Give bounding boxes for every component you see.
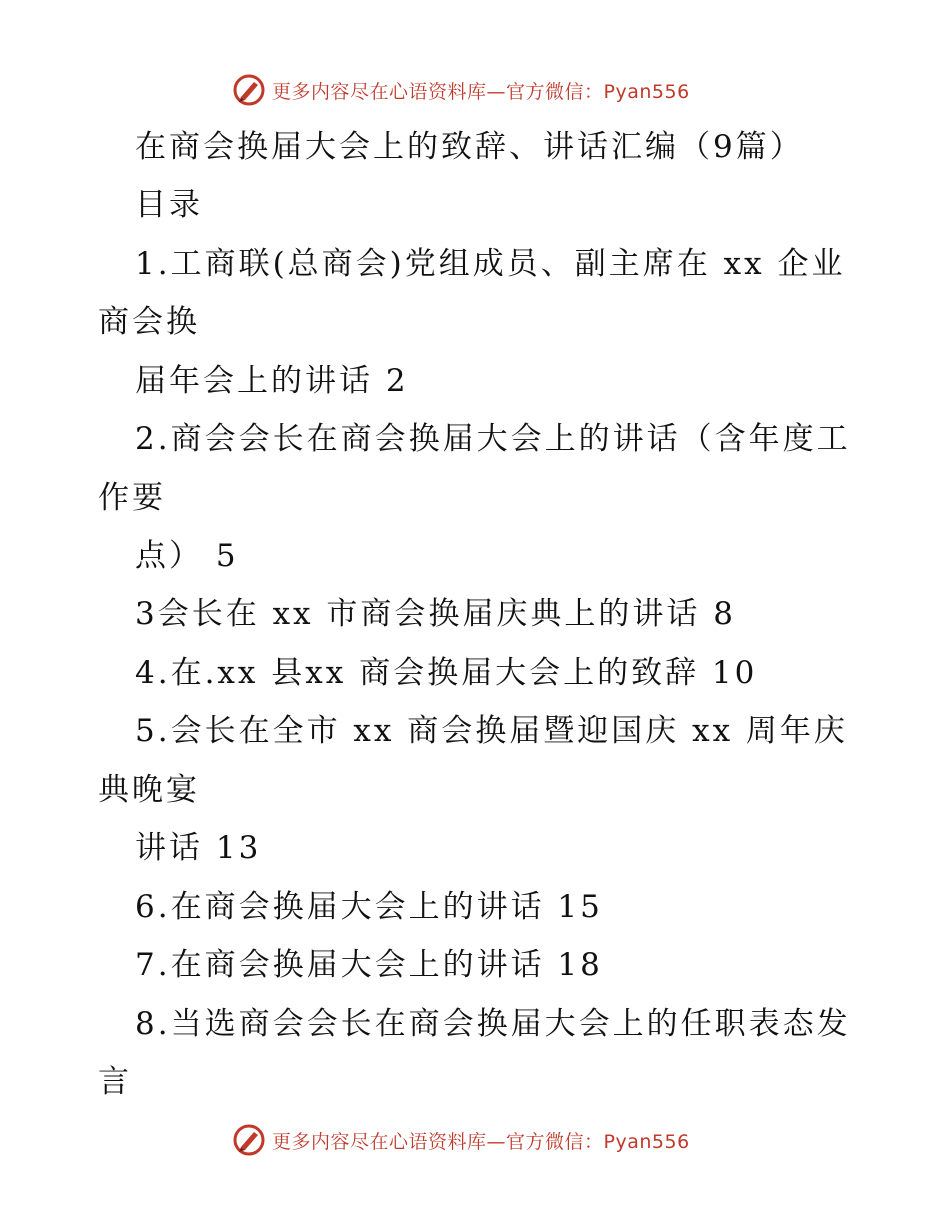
toc-line: 4.在.xx 县xx 商会换届大会上的致辞 10 xyxy=(135,655,758,691)
watermark-text: 更多内容尽在心语资料库—官方微信：Pyan556 xyxy=(272,1130,690,1153)
toc-line: 讲话 13 xyxy=(135,830,262,866)
header-watermark xyxy=(232,70,690,110)
pen-circle-icon xyxy=(232,73,266,107)
toc-line: 点） 5 xyxy=(135,538,239,574)
toc-line: 言 xyxy=(98,1064,132,1100)
toc-line: 2.商会会长在商会换届大会上的讲话（含年度工 xyxy=(135,421,851,457)
document-title: 在商会换届大会上的致辞、讲话汇编（9篇） xyxy=(135,129,804,165)
toc-line: 届年会上的讲话 2 xyxy=(135,363,409,399)
toc-line: 作要 xyxy=(98,480,166,516)
toc-heading: 目录 xyxy=(135,187,203,223)
toc-line: 3会长在 xx 市商会换届庆典上的讲话 8 xyxy=(135,596,736,632)
toc-line: 典晚宴 xyxy=(98,772,200,808)
pen-circle-icon xyxy=(232,1123,266,1157)
toc-line: 8.当选商会会长在商会换届大会上的任职表态发 xyxy=(135,1006,851,1042)
toc-line: 商会换 xyxy=(98,304,200,340)
toc-line: 6.在商会换届大会上的讲话 15 xyxy=(135,889,603,925)
toc-line: 5.会长在全市 xx 商会换届暨迎国庆 xx 周年庆 xyxy=(135,713,848,749)
footer-watermark xyxy=(232,1120,690,1160)
watermark-text: 更多内容尽在心语资料库—官方微信：Pyan556 xyxy=(272,80,690,103)
toc-line: 1.工商联(总商会)党组成员、副主席在 xx 企业 xyxy=(135,246,846,282)
toc-line: 7.在商会换届大会上的讲话 18 xyxy=(135,947,603,983)
